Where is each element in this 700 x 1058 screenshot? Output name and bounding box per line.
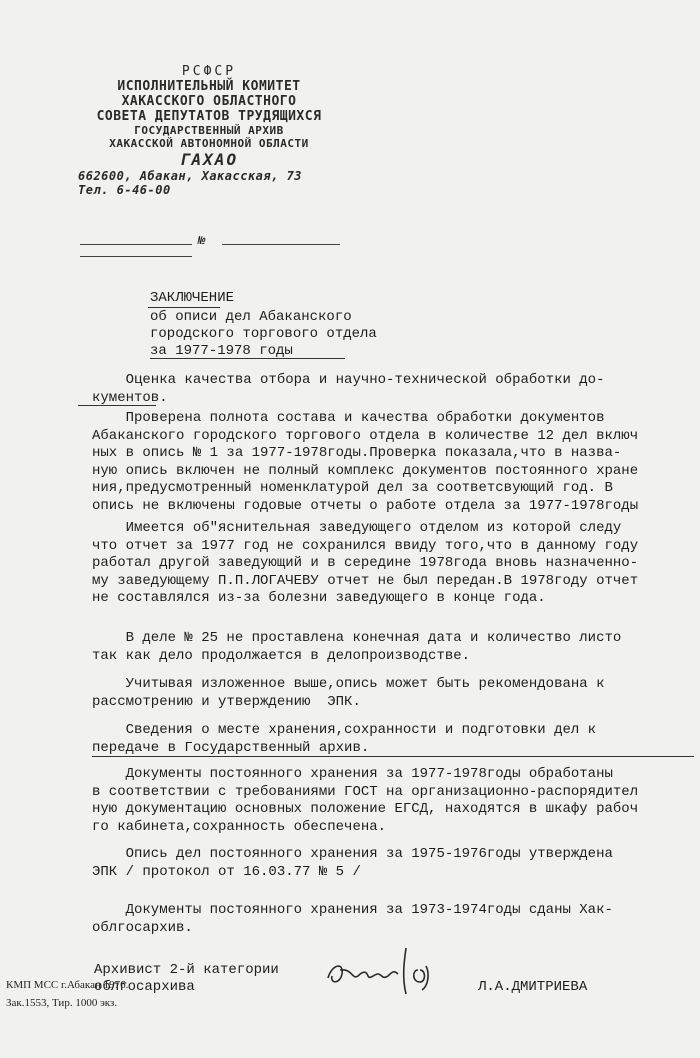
letterhead-archive-line: ХАКАССКОЙ АВТОНОМНОЙ ОБЛАСТИ bbox=[109, 137, 309, 150]
section-heading-storage: Сведения о месте хранения,сохранности и подготовки дел к передаче в Государственный архив. bbox=[92, 722, 597, 756]
section-underline bbox=[78, 405, 156, 406]
signatory-name: Л.А.ДМИТРИЕВА bbox=[478, 979, 588, 995]
letterhead-org-line: СОВЕТА ДЕПУТАТОВ ТРУДЯЩИХСЯ bbox=[96, 109, 322, 124]
paragraph-check: Проверена полнота состава и качества обработки документов Абаканского городского торгового отдела в количестве 12 дел включ ных в опись № 1 за 1977-1978годы.Проверка показала,что в назва- ную опись включен не полный комплекс документов постоянного хране ния,предусмотренный номенклатурой дел за соответсвующий год. В опись не включены годовые отчеты о работе отдела за 1977-1978годы bbox=[92, 410, 639, 514]
letterhead-phone: Тел. 6-46-00 bbox=[78, 183, 171, 197]
subject-line: городского торгового отдела bbox=[150, 326, 377, 342]
handwritten-signature bbox=[322, 940, 442, 1000]
document-title: ЗАКЛЮЧЕНИЕ bbox=[150, 290, 235, 306]
subject-line: об описи дел Абаканского bbox=[150, 309, 352, 325]
section-heading-quality: Оценка качества отбора и научно-технической обработки до- кументов. bbox=[92, 372, 605, 406]
letterhead-stamp bbox=[78, 64, 340, 197]
reference-blank-line bbox=[80, 256, 192, 257]
subject-line: за 1977-1978 годы bbox=[150, 343, 293, 359]
letterhead-archive-line: ГОСУДАРСТВЕННЫЙ АРХИВ bbox=[134, 124, 284, 137]
title-underline bbox=[148, 307, 220, 308]
signatory-role: Архивист 2-й категории облгосархива bbox=[94, 962, 279, 995]
paragraph-case-25: В деле № 25 не проставлена конечная дата и количество листо так как дело продолжается в делопроизводстве. bbox=[92, 630, 622, 664]
number-blank-line bbox=[222, 244, 340, 245]
reference-number-line bbox=[80, 236, 340, 250]
section-underline bbox=[92, 756, 694, 757]
paragraph-storage: Документы постоянного хранения за 1977-1978годы обработаны в соответствии с требованиями ГОСТ на организационно-распорядител ную документацию основных положение ЕГСД, находятся в шкафу рабоч го кабинета,сохранность обеспечена. bbox=[92, 766, 639, 835]
letterhead-org-line: ХАКАССКОГО ОБЛАСТНОГО bbox=[121, 94, 297, 109]
paragraph-transferred: Документы постоянного хранения за 1973-1974годы сданы Хак- облгосархив. bbox=[92, 902, 613, 936]
letterhead-address: 662600, Абакан, Хакасская, 73 bbox=[78, 169, 303, 183]
paragraph-inventory-approved: Опись дел постоянного хранения за 1975-1976годы утверждена ЭПК / протокол от 16.03.77 № 5 / bbox=[92, 846, 613, 880]
document-subject bbox=[150, 309, 377, 360]
letterhead-org-line: ИСПОЛНИТЕЛЬНЫЙ КОМИТЕТ bbox=[117, 79, 301, 94]
letterhead-abbr: ГАХАО bbox=[179, 150, 239, 169]
letterhead-rsfsr: РСФСР bbox=[181, 64, 237, 79]
paragraph-recommendation: Учитывая изложенное выше,опись может быть рекомендована к рассмотрению и утверждению ЭПК. bbox=[92, 676, 605, 710]
subject-underline bbox=[150, 358, 345, 359]
date-blank-line bbox=[80, 244, 192, 245]
number-sign: № bbox=[198, 234, 206, 248]
print-imprint: КМП МСС г.Абакан 1976. Зак.1553, Тир. 1000 экз. bbox=[6, 979, 129, 1009]
paragraph-explanation: Имеется об"яснительная заведующего отделом из которой следу что отчет за 1977 год не сохранился ввиду того,что в данному году работал другой заведующий и в середине 1978года вновь назначенно- му заведующему П.П.ЛОГАЧЕВУ отчет не был передан.В 1978году отчет не составлялся из-за болезни заведующего в конце года. bbox=[92, 520, 639, 606]
